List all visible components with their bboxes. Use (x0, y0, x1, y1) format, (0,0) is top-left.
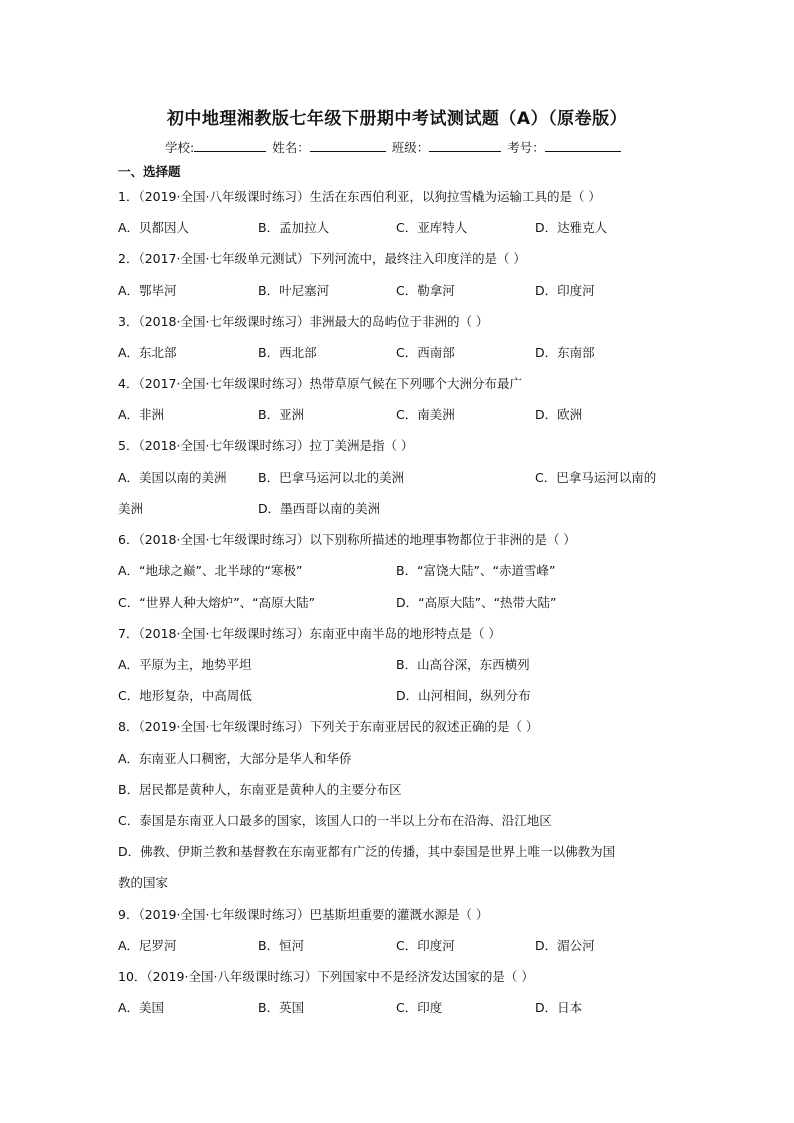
q9-option-c: C．印度河 (396, 938, 455, 953)
q6-option-a: A．“地球之巅”、北半球的“寒极” (118, 563, 303, 578)
q3-option-b: B．西北部 (258, 345, 317, 360)
number-blank (545, 138, 621, 152)
question-stem-3: 3．（2018·全国·七年级课时练习）非洲最大的岛屿位于非洲的（ ） (118, 314, 489, 329)
q8-option-a: A．东南亚人口稠密，大部分是华人和华侨 (118, 751, 352, 766)
q4-option-d: D．欧洲 (535, 407, 583, 422)
q10-option-a: A．美国 (118, 1000, 165, 1015)
q3-option-d: D．东南部 (535, 345, 595, 360)
q2-option-c: C．勒拿河 (396, 283, 455, 298)
q7-option-b: B．山高谷深，东西横列 (396, 657, 530, 672)
question-stem-8: 8．（2019·全国·七年级课时练习）下列关于东南亚居民的叙述正确的是（ ） (118, 719, 539, 734)
q6-option-b: B．“富饶大陆”、“赤道雪峰” (396, 563, 556, 578)
question-stem-10: 10．（2019·全国·八年级课时练习）下列国家中不是经济发达国家的是（ ） (118, 969, 534, 984)
question-stem-6: 6．（2018·全国·七年级课时练习）以下别称所描述的地理事物都位于非洲的是（ ） (118, 532, 576, 547)
q4-option-a: A．非洲 (118, 407, 165, 422)
q3-option-a: A．东北部 (118, 345, 177, 360)
q7-option-a: A．平原为主，地势平坦 (118, 657, 252, 672)
q1-option-a: A．贝都因人 (118, 220, 190, 235)
q4-option-b: B．亚洲 (258, 407, 305, 422)
q1-option-c: C．亚库特人 (396, 220, 468, 235)
q8-option-b: B．居民都是黄种人，东南亚是黄种人的主要分布区 (118, 782, 402, 797)
q7-option-d: D．山河相间，纵列分布 (396, 688, 531, 703)
q8-option-d-wrap: 教的国家 (118, 875, 169, 890)
q7-option-c: C．地形复杂，中高周低 (118, 688, 252, 703)
student-info-line (165, 138, 623, 156)
q8-option-d: D．佛教、伊斯兰教和基督教在东南亚都有广泛的传播，其中泰国是世界上唯一以佛教为国 (118, 844, 616, 859)
q6-option-d: D．“高原大陆”、“热带大陆” (396, 595, 557, 610)
name-label: 姓名： (272, 140, 310, 155)
q10-option-d: D．日本 (535, 1000, 583, 1015)
q5-option-c-wrap: 美洲 (118, 501, 144, 516)
q9-option-d: D．湄公河 (535, 938, 595, 953)
q5-option-b: B．巴拿马运河以北的美洲 (258, 470, 405, 485)
q5-option-d: D．墨西哥以南的美洲 (258, 501, 381, 516)
q9-option-a: A．尼罗河 (118, 938, 177, 953)
q4-option-c: C．南美洲 (396, 407, 455, 422)
q10-option-b: B．英国 (258, 1000, 305, 1015)
question-stem-1: 1．（2019·全国·八年级课时练习）生活在东西伯利亚，以狗拉雪橇为运输工具的是（ ） (118, 189, 601, 204)
school-label: 学校: (165, 140, 195, 155)
class-blank (429, 138, 501, 152)
q2-option-a: A．鄂毕河 (118, 283, 177, 298)
q9-option-b: B．恒河 (258, 938, 305, 953)
q2-option-b: B．叶尼塞河 (258, 283, 330, 298)
section-title: 一、选择题 (118, 164, 181, 179)
question-stem-4: 4．（2017·全国·七年级课时练习）热带草原气候在下列哪个大洲分布最广 (118, 376, 522, 391)
q8-option-c: C．泰国是东南亚人口最多的国家，该国人口的一半以上分布在沿海、沿江地区 (118, 813, 552, 828)
question-stem-9: 9．（2019·全国·七年级课时练习）巴基斯坦重要的灌溉水源是（ ） (118, 907, 489, 922)
question-stem-2: 2．（2017·全国·七年级单元测试）下列河流中，最终注入印度洋的是（ ） (118, 251, 526, 266)
q10-option-c: C．印度 (396, 1000, 443, 1015)
q1-option-d: D．达雅克人 (535, 220, 608, 235)
question-stem-5: 5．（2018·全国·七年级课时练习）拉丁美洲是指（ ） (118, 438, 414, 453)
name-blank (310, 138, 386, 152)
q5-option-a: A．美国以南的美洲 (118, 470, 227, 485)
q5-option-c: C．巴拿马运河以南的 (535, 470, 657, 485)
exam-title: 初中地理湘教版七年级下册期中考试测试题（A）（原卷版） (166, 109, 628, 129)
number-label: 考号： (507, 140, 545, 155)
school-blank (194, 138, 266, 152)
q3-option-c: C．西南部 (396, 345, 455, 360)
question-stem-7: 7．（2018·全国·七年级课时练习）东南亚中南半岛的地形特点是（ ） (118, 626, 501, 641)
q1-option-b: B．孟加拉人 (258, 220, 330, 235)
class-label: 班级： (391, 140, 430, 155)
q6-option-c: C．“世界人种大熔炉”、“高原大陆” (118, 595, 316, 610)
q2-option-d: D．印度河 (535, 283, 595, 298)
